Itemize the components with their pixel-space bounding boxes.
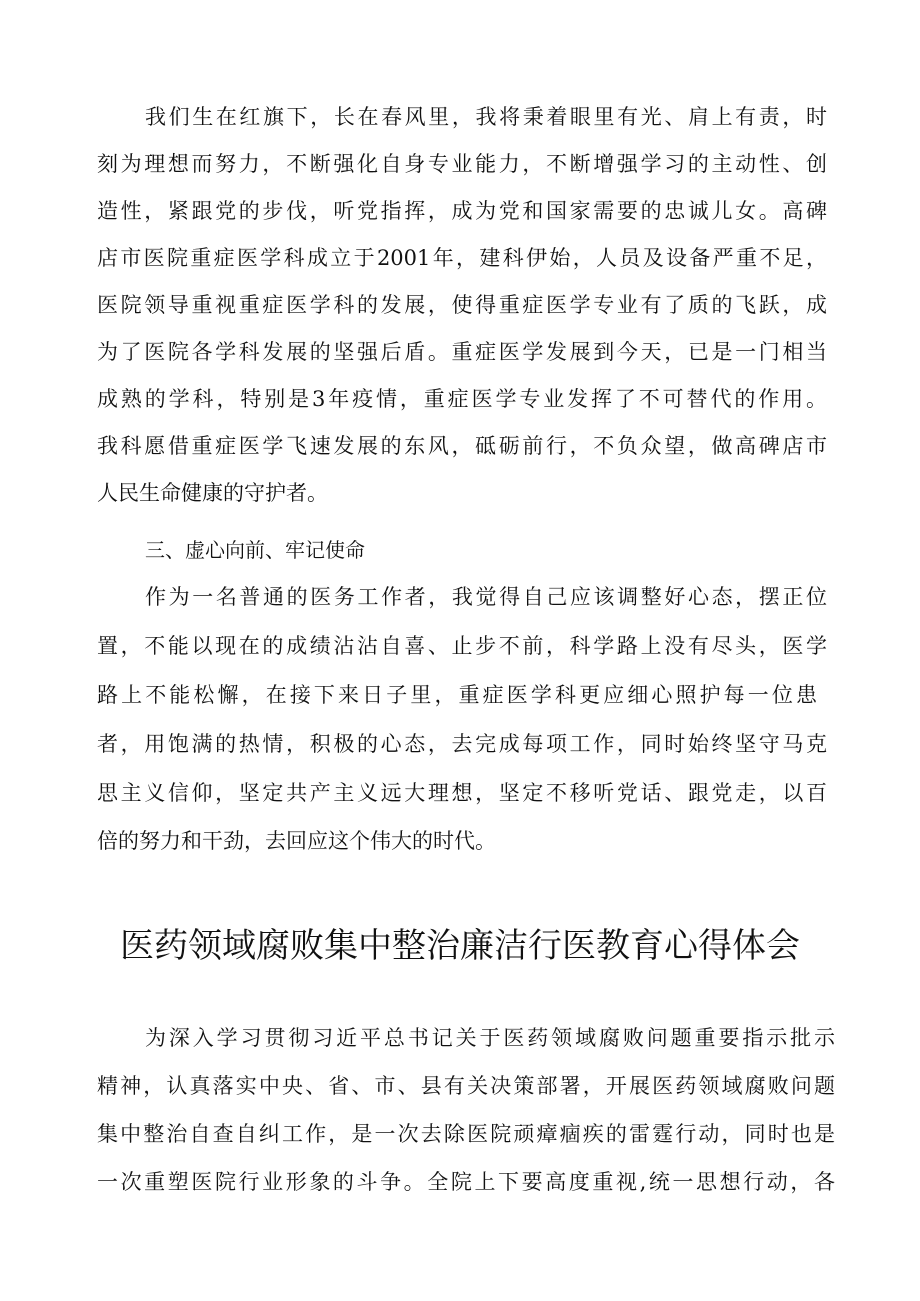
paragraph-line: 路上不能松懈，在接下来日子里，重症医学科更应细心照护每一位患 <box>97 683 817 707</box>
paragraph-line: 作为一名普通的医务工作者，我觉得自己应该调整好心态，摆正位 <box>145 585 827 609</box>
paragraph-line: 医院领导重视重症医学科的发展，使得重症医学专业有了质的飞跃，成 <box>97 293 827 317</box>
paragraph-line: 集中整治自查自纠工作，是一次去除医院顽瘴痼疾的雷霆行动，同时也是 <box>97 1122 835 1146</box>
paragraph-line: 刻为理想而努力，不断强化自身专业能力，不断增强学习的主动性、创 <box>97 152 827 176</box>
paragraph-line: 店市医院重症医学科成立于2001年，建科伊始，人员及设备严重不足， <box>97 246 827 270</box>
section-heading: 三、虚心向前、牢记使命 <box>145 538 365 562</box>
paragraph-line: 为深入学习贯彻习近平总书记关于医药领域腐败问题重要指示批示 <box>145 1026 835 1050</box>
paragraph-line: 置，不能以现在的成绩沾沾自喜、止步不前，科学路上没有尽头，医学 <box>97 634 827 658</box>
paragraph-line: 我们生在红旗下，长在春风里，我将秉着眼里有光、肩上有责，时 <box>145 105 827 129</box>
paragraph-line: 倍的努力和干劲，去回应这个伟大的时代。 <box>97 829 496 853</box>
paragraph-line: 成熟的学科，特别是3年疫情，重症医学专业发挥了不可替代的作用。 <box>97 387 827 411</box>
paragraph-line: 思主义信仰，坚定共产主义远大理想，坚定不移听党话、跟党走，以百 <box>97 781 827 805</box>
article-title: 医药领域腐败集中整治廉洁行医教育心得体会 <box>120 926 800 966</box>
paragraph-line: 者，用饱满的热情，积极的心态，去完成每项工作，同时始终坚守马克 <box>97 732 827 756</box>
paragraph-line: 一次重塑医院行业形象的斗争。全院上下要高度重视,统一思想行动，各 <box>97 1170 835 1194</box>
paragraph-line: 造性，紧跟党的步伐，听党指挥，成为党和国家需要的忠诚儿女。高碑 <box>97 199 827 223</box>
paragraph-line: 为了医院各学科发展的坚强后盾。重症医学发展到今天，已是一门相当 <box>97 340 827 364</box>
paragraph-line: 人民生命健康的守护者。 <box>97 481 328 505</box>
paragraph-line: 精神，认真落实中央、省、市、县有关决策部署，开展医药领域腐败问题 <box>97 1074 835 1098</box>
paragraph-line: 我科愿借重症医学飞速发展的东风，砥砺前行，不负众望，做高碑店市 <box>97 434 827 458</box>
